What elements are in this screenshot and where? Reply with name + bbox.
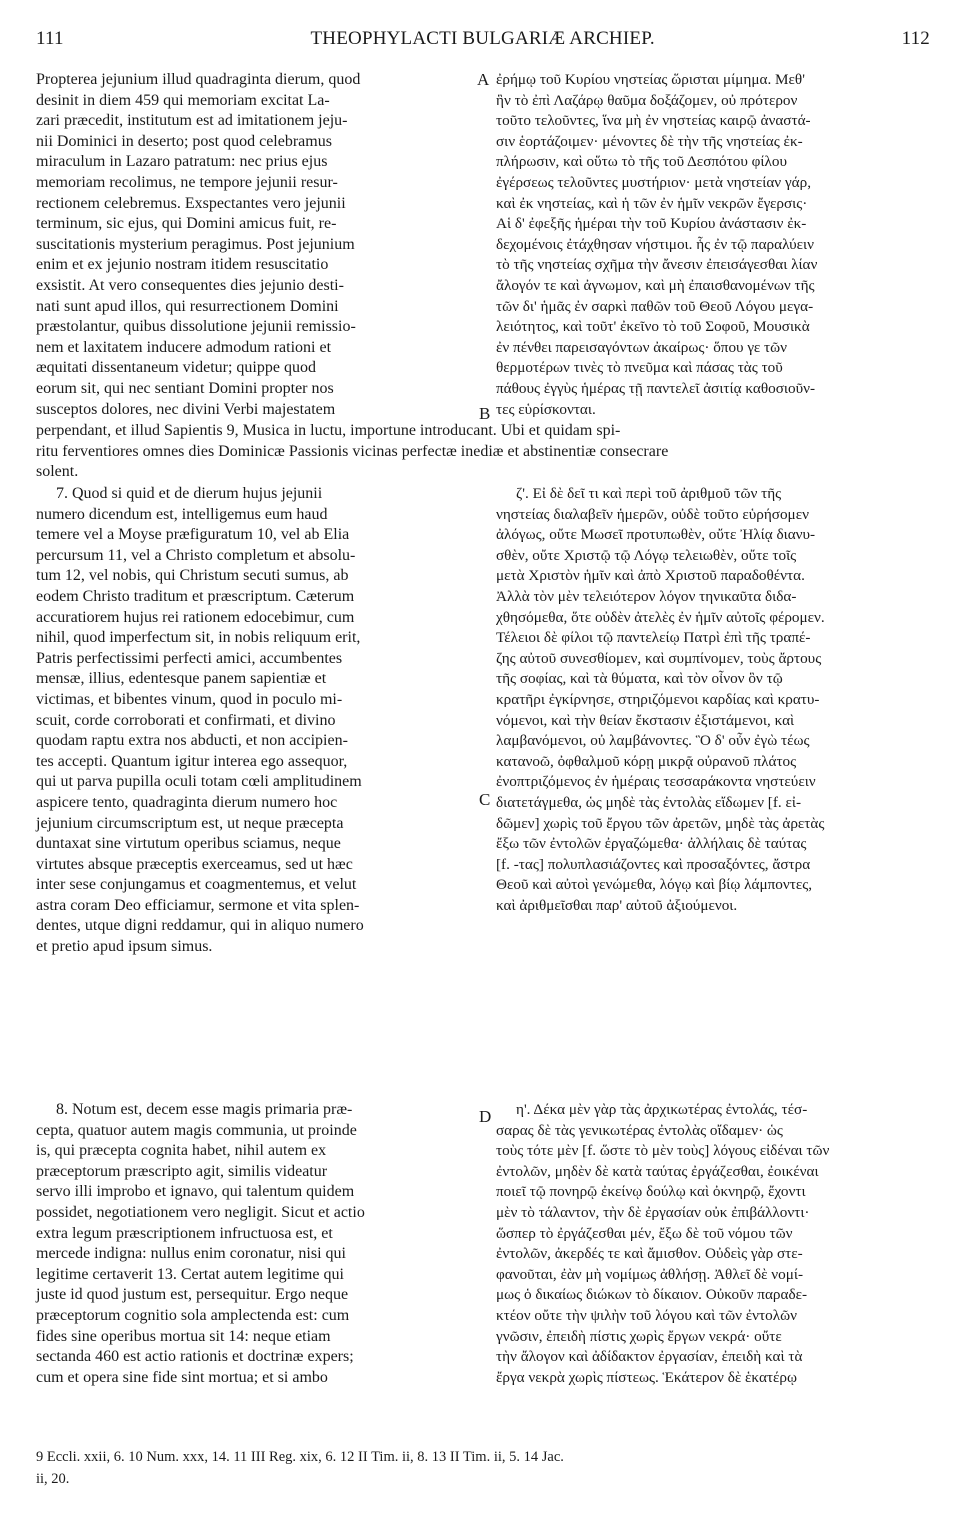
latin-line: susceptos dolores, nec divini Verbi majestatem bbox=[36, 400, 336, 418]
greek-line: ἔξω τῶν ἐντολῶν ἐργαζώμεθα· ἀλλήλαις δὲ ταύτας bbox=[496, 835, 807, 853]
latin-line: tes accepti. Quantum igitur interea ego assequor, bbox=[36, 752, 348, 770]
greek-line: ζ'. Εἰ δὲ δεῖ τι καὶ περὶ τοῦ ἀριθμοῦ τῶν τῆς bbox=[516, 485, 782, 502]
latin-line: exsistit. At vero consequentes dies jejunio desti- bbox=[36, 276, 344, 294]
latin-line: scuit, corde corroborati et confirmati, et divino bbox=[36, 711, 336, 729]
latin-line: memoriam recolimus, ne tempore jejunii resur- bbox=[36, 173, 338, 191]
greek-line: ποιεῖ τῷ πονηρῷ ἐκείνῳ δούλῳ καὶ ὀκνηρῷ, ἔχοντι bbox=[496, 1183, 806, 1201]
greek-line: τὴν ἄλογον καὶ ἀδίδακτον ἐργασίαν, ἐπειδὴ καὶ τὰ bbox=[496, 1348, 803, 1366]
greek-line: λειότητος, καὶ τοῦτ' ἐκεῖνο τὸ τοῦ Σοφοῦ, Μουσικὰ bbox=[496, 318, 810, 336]
latin-line: astra coram Deo efficiamur, sermone et vita splen- bbox=[36, 896, 360, 914]
latin-line: accuratiorem hujus rei rationem edocebimur, cum bbox=[36, 608, 355, 626]
greek-line: η'. Δέκα μὲν γὰρ τὰς ἀρχικωτέρας ἐντολάς, τέσ- bbox=[516, 1101, 808, 1118]
latin-line: 8. Notum est, decem esse magis primaria præ- bbox=[56, 1101, 353, 1118]
latin-line: victimas, et bibentes vinum, quod in poculo mi- bbox=[36, 690, 343, 708]
full-width-line: ritu ferventiores omnes dies Dominicæ Passionis vicinas perfectæ inediæ et abstinentiæ consecrare bbox=[36, 442, 669, 460]
greek-line: κατανοῶ, ὀφθαλμοῦ κόρῃ μικρᾷ οὐρανοῦ πλάτος bbox=[496, 752, 797, 770]
greek-line: σιν ἑορτάζοιμεν· μένοντες δὲ τὴν τῆς νηστείας ἐκ- bbox=[496, 132, 803, 150]
footnote-line: ii, 20. bbox=[36, 1471, 70, 1487]
page-number-right: 112 bbox=[901, 28, 930, 49]
latin-line: numero dicendum est, intelligemus eum haud bbox=[36, 505, 328, 523]
latin-line: nem et laxitatem inducere admodum rationi et bbox=[36, 338, 332, 356]
greek-line: ἐνοπτριζόμενος ἐν ἡμέραις τεσσαράκοντα νηστεύειν bbox=[496, 773, 816, 791]
greek-line: δεχομένοις ἐτάχθησαν νήστιμοι. ἧς ἐν τῷ παραλύειν bbox=[496, 235, 815, 253]
greek-column-section-7 bbox=[496, 484, 930, 916]
greek-line: σθὲν, οὔτε Χριστῷ τῷ Λόγῳ τελειωθὲν, οὔτε τοῖς bbox=[496, 546, 797, 564]
latin-line: temere vel a Moyse præfiguratum 10, vel ab Elia bbox=[36, 526, 350, 544]
greek-line: ἐν πένθει παρεισαγόντων ἀκαίρως· ὅπου γε τῶν bbox=[496, 338, 787, 356]
greek-line: πάθους ἐγγὺς ἡμέρας τῇ παντελεῖ ἀσιτίᾳ καθοσιοῦν- bbox=[496, 379, 816, 397]
greek-line: Τέλειοι δὲ φίλοι τῷ παντελείῳ Πατρὶ ἐπὶ τῆς τραπέ- bbox=[496, 629, 811, 647]
greek-line: ἄλογόν τε καὶ ἀγνωμον, καὶ μὴ ἐπαισθανομένων τῆς bbox=[496, 276, 815, 294]
margin-mark-c: C bbox=[479, 790, 491, 809]
latin-line: cepta, quatuor autem magis communia, ut proinde bbox=[36, 1121, 357, 1139]
greek-line: σαρας δὲ τὰς γενικωτέρας ἐντολὰς οἴδαμεν· ὡς bbox=[496, 1121, 783, 1139]
latin-line: mercede indigna: nullus enim coronatur, nisi qui bbox=[36, 1245, 346, 1263]
latin-line: eodem Christo traditum et præscriptum. Cæterum bbox=[36, 587, 355, 605]
greek-line: μὲν τὸ τάλαντον, τὴν δὲ ἐργασίαν οὐκ ἐπιβάλλοντι· bbox=[496, 1203, 810, 1221]
latin-line: virtutes absque præceptis exerceamus, sed ut hæc bbox=[36, 855, 353, 873]
greek-line: πλήρωσιν, καὶ οὕτω τὸ τῆς τοῦ Δεσπότου φίλου bbox=[496, 153, 787, 171]
latin-line: legitime certaverit 13. Certat autem legitime qui bbox=[36, 1265, 344, 1283]
latin-line: terminum, sic ejus, qui Domini amicus fuit, re- bbox=[36, 215, 337, 233]
greek-line: τοῦτο τελοῦντες, ἵνα μὴ ἐν νηστείας καιρῷ ἀναστά- bbox=[496, 112, 811, 130]
latin-line: 7. Quod si quid et de dierum hujus jejunii bbox=[56, 485, 323, 502]
greek-line: κτέον οὔτε τὴν ψιλὴν τοῦ λόγου καὶ τῶν ἐντολῶν bbox=[496, 1306, 797, 1324]
greek-line: νόμενοι, καὶ τὴν θείαν ἔκστασιν ἐξιστάμενοι, καὶ bbox=[496, 711, 795, 729]
latin-line: rectionem celebremus. Exspectantes vero jejunii bbox=[36, 194, 346, 212]
full-width-line: solent. bbox=[36, 463, 79, 481]
latin-line: cum et opera sine fide sint mortua; et si ambo bbox=[36, 1368, 328, 1386]
greek-line: ἐντολῶν, μηδὲν δὲ κατὰ ταύτας ἐργάζεσθαι, ἐοικέναι bbox=[496, 1162, 819, 1180]
latin-line: præceptorum præscripto agit, similis videatur bbox=[36, 1162, 328, 1180]
latin-line: et pretio apud ipsum simus. bbox=[36, 938, 213, 956]
latin-line: percursum 11, vel a Christo completum et absolu- bbox=[36, 546, 356, 564]
latin-line: enim et ex jejunio nostram itidem resuscitatio bbox=[36, 256, 329, 274]
latin-line: fides sine operibus mortua sit 14: neque etiam bbox=[36, 1327, 331, 1345]
greek-line: καὶ ἀριθμεῖσθαι παρ' αὐτοῦ ἀξιούμενοι. bbox=[496, 896, 738, 914]
greek-line: Ἀλλὰ τὸν μὲν τελειότερον λόγον τηνικαῦτα διδα- bbox=[496, 587, 797, 605]
greek-line: ἐντολῶν, ἀκερδές τε καὶ ἄμισθον. Οὐδεὶς γὰρ στε- bbox=[496, 1245, 803, 1263]
latin-line: suscitationis mysterium peragimus. Post jejunium bbox=[36, 235, 355, 253]
greek-column-top bbox=[496, 70, 930, 420]
greek-line: μως ὁ δικαίως διώκων τὸ δίκαιον. Οὐκοῦν παραδε- bbox=[496, 1286, 808, 1304]
latin-line: servo illi improbo et ignavo, qui talentum quidem bbox=[36, 1183, 355, 1201]
latin-line: possidet, negotiationem vero negligit. Sicut et actio bbox=[36, 1203, 365, 1221]
latin-line: miraculum in Lazaro patratum: nec prius ejus bbox=[36, 153, 328, 171]
greek-line: τες εὑρίσκονται. bbox=[496, 400, 596, 418]
latin-line: zari præcedit, institutum est ad imitationem jeju- bbox=[36, 112, 348, 130]
latin-line: præceptorum cognitio sola amplectenda est: cum bbox=[36, 1306, 350, 1324]
latin-line: nii Dominici in deserto; post quod celebramus bbox=[36, 132, 332, 150]
running-title: THEOPHYLACTI BULGARIÆ ARCHIEP. bbox=[310, 28, 655, 49]
latin-line: qui ut parva pupilla oculi totam cœli amplitudinem bbox=[36, 773, 362, 791]
greek-line: διατετάγμεθα, ὡς μηδὲ τὰς ἐντολὰς εἴδωμεν [f. εἰ- bbox=[496, 793, 801, 811]
latin-line: mensæ, illius, edentesque panem sapientiæ et bbox=[36, 670, 327, 688]
latin-line: inter sese conjungamus et coagmentemus, et velut bbox=[36, 876, 357, 894]
latin-line: duntaxat sine virtutum operibus sciamus, neque bbox=[36, 835, 341, 853]
latin-line: Propterea jejunium illud quadraginta dierum, quod bbox=[36, 71, 361, 88]
page-number-left: 111 bbox=[36, 28, 64, 49]
greek-line: μετὰ Χριστὸν ἡμῖν καὶ ἀπὸ Χριστοῦ παραδοθέντα. bbox=[496, 567, 805, 585]
latin-line: extra legum præscriptionem infructuosa est, et bbox=[36, 1224, 333, 1242]
greek-line: ἐγέρσεως τελοῦντες μυστήριον· μετὰ νηστείαν γάρ, bbox=[496, 173, 812, 191]
latin-line: is, qui præcepta cognita habet, nihil autem ex bbox=[36, 1142, 327, 1160]
margin-mark-d: D bbox=[479, 1107, 492, 1126]
latin-line: jejunium circumscriptum est, ut neque præcepta bbox=[36, 814, 344, 832]
footnotes bbox=[36, 1446, 934, 1490]
latin-line: quodam raptu extra nos abducti, et non accipien- bbox=[36, 732, 348, 750]
latin-column-section-8 bbox=[36, 1100, 472, 1388]
greek-line: ἣν τὸ ἐπὶ Λαζάρῳ θαῦμα δοξάζομεν, οὐ πρότερον bbox=[496, 91, 798, 109]
latin-line: nati sunt apud illos, qui resurrectionem Domini bbox=[36, 297, 339, 315]
greek-line: τὸ τῆς νηστείας σχῆμα τὴν ἄνεσιν ἐπεισάγεσθαι λίαν bbox=[496, 256, 818, 274]
margin-mark-a: A bbox=[477, 70, 490, 89]
greek-line: τῆς σοφίας, καὶ τὰ θύματα, καὶ τὸν οἶνον ὃν τῷ bbox=[496, 670, 783, 688]
greek-line: γνῶσιν, ἐπειδὴ πίστις χωρὶς ἔργων νεκρά· οὔτε bbox=[496, 1327, 782, 1345]
greek-line: δῶμεν] χωρὶς τοῦ ἔργου τῶν ἀρετῶν, μηδὲ τὰς ἀρετὰς bbox=[496, 814, 825, 832]
greek-line: λαμβανόμενοι, οὐ λαμβάνοντες. Ὃ δ' οὖν ἐγὼ τέως bbox=[496, 732, 810, 750]
latin-line: desinit in diem 459 qui memoriam excitat La- bbox=[36, 91, 330, 109]
margin-mark-b: B bbox=[479, 404, 491, 423]
latin-column-section-7 bbox=[36, 484, 472, 958]
footnote-line: 9 Eccli. xxii, 6. 10 Num. xxx, 14. 11 III Reg. xix, 6. 12 II Tim. ii, 8. 13 II Tim. ii, 5. 14 Jac. bbox=[36, 1449, 564, 1465]
greek-line: χθησόμεθα, ὅτε οὐδὲν ἀτελὲς ἐν ἡμῖν αὐτοῖς φέρομεν. bbox=[496, 608, 825, 626]
greek-line: τοὺς τότε μὲν [f. ὥστε τὸ μὲν τοὺς] λόγους εἰδέναι τῶν bbox=[496, 1142, 830, 1160]
greek-line: ὥσπερ τὸ ἐργάζεσθαι μέν, ἔξω δὲ τοῦ νόμου τῶν bbox=[496, 1224, 793, 1242]
latin-line: dentes, utque digni reddamur, qui in aliquo numero bbox=[36, 917, 364, 935]
page-header bbox=[36, 28, 930, 54]
greek-line: καὶ ἐκ νηστείας, καὶ ἡ τῶν ἐν ἡμῖν νεκρῶν ἔγερσις· bbox=[496, 194, 808, 212]
latin-line: eorum sit, qui nec sentiant Domini propter nos bbox=[36, 379, 334, 397]
full-width-paragraph bbox=[36, 421, 934, 483]
greek-line: φανοῦται, ἐὰν μὴ νομίμως ἀθλήσῃ. Ἀθλεῖ δὲ νομί- bbox=[496, 1265, 804, 1283]
full-width-line: perpendant, et illud Sapientis 9, Musica in luctu, importune introducant. Ubi et quidam spi- bbox=[36, 422, 621, 439]
latin-line: Patris perfectissimi perfecti amici, accumbentes bbox=[36, 649, 343, 667]
greek-line: [f. -τας] πολυπλασιάζοντες καὶ προσαξόντες, ἄστρα bbox=[496, 855, 811, 873]
latin-line: juste id quod justum est, persequitur. Ergo neque bbox=[36, 1286, 349, 1304]
latin-column-top bbox=[36, 70, 472, 420]
greek-line: Αἱ δ' ἐφεξῆς ἡμέραι τὴν τοῦ Κυρίου ἀνάστασιν ἐκ- bbox=[496, 215, 807, 233]
greek-line: τῶν δι' ἡμᾶς ἐν σαρκὶ παθῶν τοῦ Θεοῦ Λόγου μεγα- bbox=[496, 297, 814, 315]
greek-column-section-8 bbox=[496, 1100, 930, 1388]
latin-line: nihil, quod imperfectum sit, in nobis reliquum erit, bbox=[36, 629, 361, 647]
greek-line: νηστείας διαλαβεῖν ἡμερῶν, οὐδὲ τοῦτο εὑρήσομεν bbox=[496, 505, 809, 523]
latin-line: æquitati dissentaneum videtur; quippe quod bbox=[36, 359, 316, 377]
greek-line: ἔργα νεκρὰ χωρὶς πίστεως. Ἑκάτερον δὲ ἑκατέρῳ bbox=[496, 1368, 797, 1386]
latin-line: sectanda 460 est actio rationis et doctrinæ expers; bbox=[36, 1348, 354, 1366]
greek-line: κρατῆρι ἐγκίρνησε, στηριζόμενοι καρδίας καὶ κρατυ- bbox=[496, 690, 820, 708]
latin-line: tum 12, vel nobis, qui Christum secuti sumus, ab bbox=[36, 567, 349, 585]
latin-line: præstolantur, quibus dissolutione jejunii remissio- bbox=[36, 318, 356, 336]
greek-line: ἀλόγως, οὔτε Μωσεῖ προτυπωθὲν, οὔτε Ἠλίᾳ διανυ- bbox=[496, 526, 816, 544]
greek-line: ζης αὐτοῦ συνεσθίομεν, καὶ συμπίνομεν, τοὺς ἄρτους bbox=[496, 649, 822, 667]
greek-line: Θεοῦ καὶ αὐτοὶ γενώμεθα, λόγῳ καὶ βίῳ λάμποντες, bbox=[496, 876, 813, 894]
latin-line: aspicere tento, quadraginta dierum numero hoc bbox=[36, 793, 338, 811]
greek-line: θερμοτέρων τινὲς τὸ πνεῦμα καὶ πάσας τὰς τοῦ bbox=[496, 359, 783, 377]
greek-line: ἐρήμῳ τοῦ Κυρίου νηστείας ὥρισται μίμημα. Μεθ' bbox=[496, 71, 805, 88]
